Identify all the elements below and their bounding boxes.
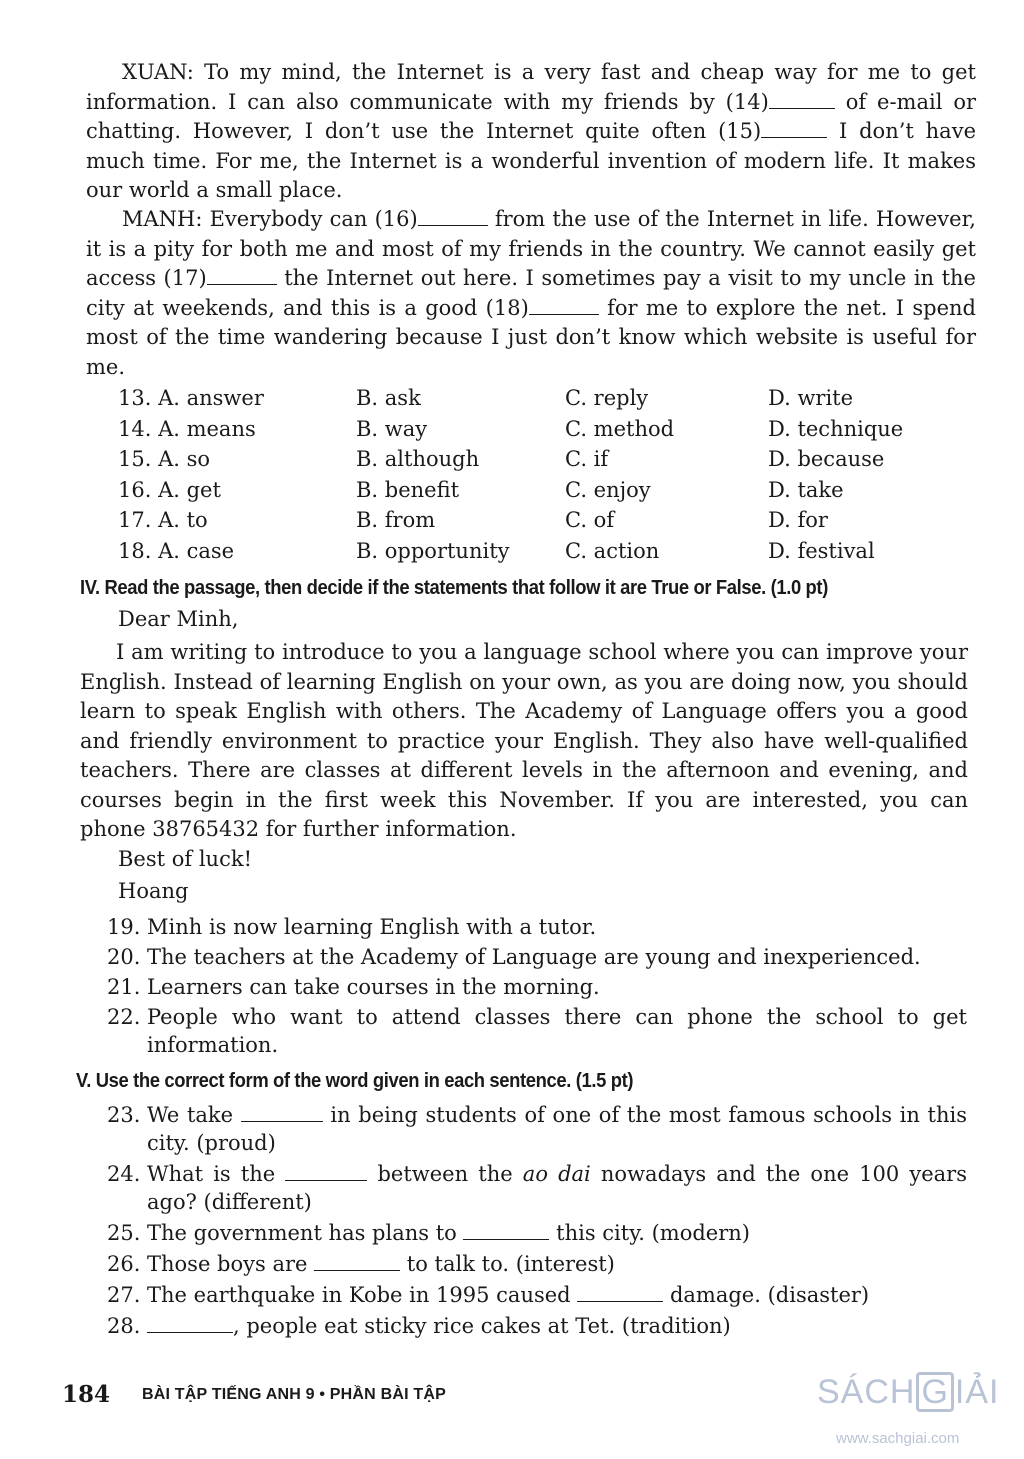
letter-body: I am writing to introduce to you a language school where you can improve your English. Instead of learning English on your own, as you are doing now, you should learn to speak English with others. The Academy of Language offers you a good and friendly environment to practice your English. They also have well-qualified teachers. There are classes at different levels in the afternoon and evening, and courses begin in the first week this November. If you are interested, you can phone 38765432 for further information. xyxy=(80,640,968,841)
blank-18 xyxy=(529,300,599,315)
exercise-item-24: 24. What is the between the ao dai nowadays and the one 100 years ago? (different) xyxy=(107,1162,967,1214)
sachgiai-logo: SÁCH G IẢI xyxy=(817,1372,1000,1411)
watermark-url: www.sachgiai.com xyxy=(836,1430,960,1447)
exercise-item-25: 25. The government has plans to this city. (modern) xyxy=(107,1221,750,1245)
letter-greeting: Dear Minh, xyxy=(118,607,239,631)
xuan-paragraph: XUAN: To my mind, the Internet is a very fast and cheap way for me to get information. I can also communicate with my friends by (14) of e-mail or chatting. However, I don’t use the Internet quite often (15) I don’t have much time. For me, the Internet is a wonderful invention of modern life. It makes our world a small place. xyxy=(86,60,977,202)
option-row-15: 15. A. so B. although C. if D. because xyxy=(118,447,885,471)
option-row-13: 13. A. answer B. ask C. reply D. write xyxy=(118,386,854,410)
exercise-item-26: 26. Those boys are to talk to. (interest) xyxy=(107,1252,615,1276)
blank-16 xyxy=(418,211,488,226)
book-title-footer: BÀI TẬP TIẾNG ANH 9 • PHẦN BÀI TẬP xyxy=(142,1386,446,1403)
exercise-item-27: 27. The earthquake in Kobe in 1995 caused damage. (disaster) xyxy=(107,1283,870,1307)
option-row-14: 14. A. means B. way C. method D. technique xyxy=(118,416,904,441)
option-row-18: 18. A. case B. opportunity C. action D. festival xyxy=(118,538,875,563)
answer-blank xyxy=(285,1166,367,1181)
statement-item: 22. People who want to attend classes there can phone the school to get information. xyxy=(107,1005,967,1057)
blank-15 xyxy=(761,123,827,138)
blank-14 xyxy=(769,94,835,109)
exercise-item-28: 28. , people eat sticky rice cakes at Tet. (tradition) xyxy=(107,1314,731,1338)
answer-blank xyxy=(463,1225,549,1240)
true-false-statements xyxy=(107,913,967,1061)
statement-item: 21. Learners can take courses in the morning. xyxy=(107,975,600,999)
answer-blank xyxy=(577,1287,663,1302)
letter-signature: Hoang xyxy=(118,879,189,903)
exercise-item-23: 23. We take in being students of one of the most famous schools in this city. (proud) xyxy=(107,1103,967,1155)
page-number: 184 xyxy=(62,1381,111,1408)
word-form-exercises xyxy=(107,1101,967,1343)
answer-blank xyxy=(241,1107,323,1122)
logo-g-box: G xyxy=(916,1372,953,1412)
manh-paragraph: MANH: Everybody can (16) from the use of the Internet in life. However, it is a pity for both me and most of my friends in the country. We cannot easily get access (17) the Internet out here. I sometimes pay a visit to my uncle in the city at weekends, and this is a good (18) for me to explore the net. I spend most of the time wandering because I just don’t know which website is useful for me. xyxy=(86,207,976,379)
letter-closing: Best of luck! xyxy=(118,847,253,871)
option-row-17: 17. A. to B. from C. of D. for xyxy=(118,508,828,532)
section-4-heading: IV. Read the passage, then decide if the statements that follow it are True or False. (1.0 pt) xyxy=(80,577,828,599)
option-row-16: 16. A. get B. benefit C. enjoy D. take xyxy=(118,477,844,502)
blank-17 xyxy=(207,270,277,285)
statement-item: 20. The teachers at the Academy of Language are young and inexperienced. xyxy=(107,945,921,969)
answer-blank xyxy=(147,1318,233,1333)
multiple-choice-options xyxy=(118,383,918,566)
section-5-heading: V. Use the correct form of the word given in each sentence. (1.5 pt) xyxy=(76,1070,634,1092)
answer-blank xyxy=(314,1256,400,1271)
statement-item: 19. Minh is now learning English with a tutor. xyxy=(107,915,597,939)
